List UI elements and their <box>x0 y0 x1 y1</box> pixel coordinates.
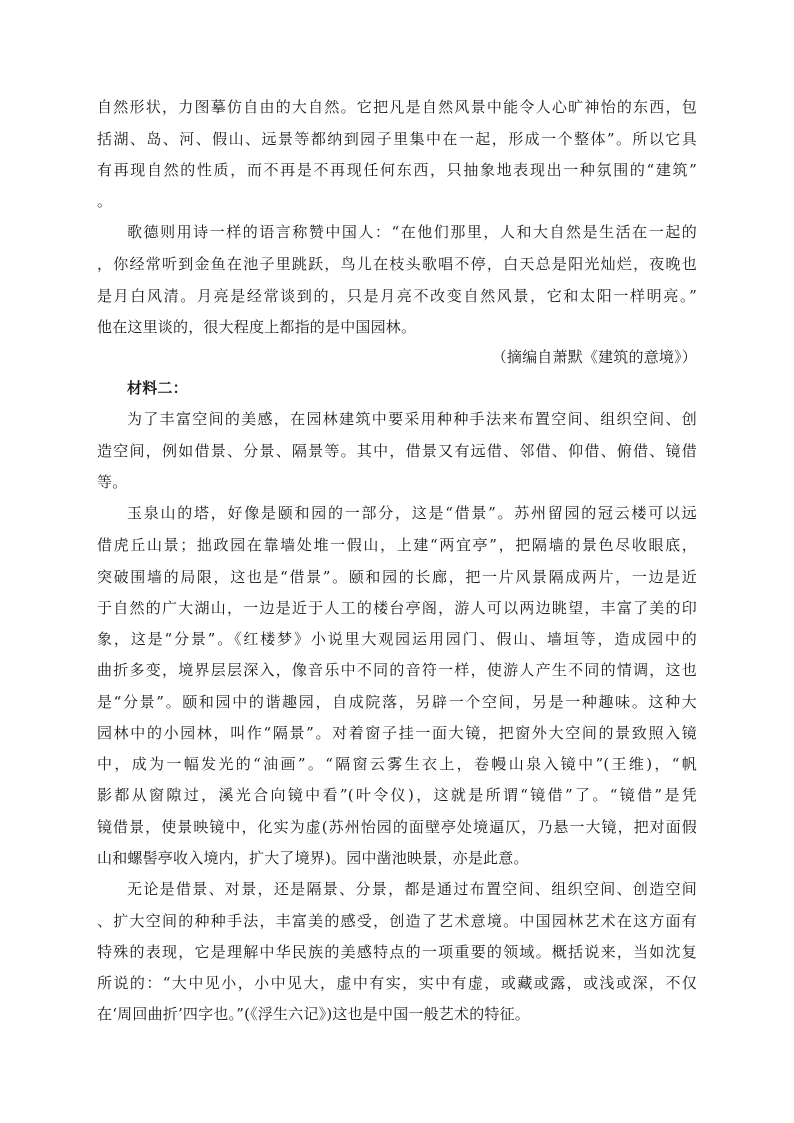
paragraph-line: 玉泉山的塔，好像是颐和园的一部分，这是“借景”。苏州留园的冠云楼可以远 <box>127 504 697 522</box>
source-citation: （摘编自萧默《建筑的意境》） <box>491 348 697 366</box>
paragraph-line: 。 <box>97 192 113 210</box>
paragraph-line: 曲折多变，境界层层深入，像音乐中不同的音符一样，使游人产生不同的情调，这也 <box>97 661 697 679</box>
paragraph-line: 园林中的小园林，叫作“隔景”。对着窗子挂一面大镜，把窗外大空间的景致照入镜 <box>97 724 697 742</box>
paragraph-line: 自然形状，力图摹仿自由的大自然。它把凡是自然风景中能令人心旷神怡的东西，包 <box>97 98 697 116</box>
paragraph-line: 象，这是“分景”。《红楼梦》小说里大观园运用园门、假山、墙垣等，造成园中的 <box>97 630 697 648</box>
section-heading: 材料二： <box>127 379 188 397</box>
paragraph-line: 山和螺髻亭收入境内，扩大了境界)。园中凿池映景，亦是此意。 <box>97 849 529 867</box>
paragraph-line: 造空间，例如借景、分景、隔景等。其中，借景又有远借、邻借、仰借、俯借、镜借 <box>97 442 697 460</box>
paragraph-line: 中，成为一幅发光的“油画”。“隔窗云雾生衣上，卷幔山泉入镜中”(王维)，“帆 <box>97 755 697 773</box>
paragraph-line: 歌德则用诗一样的语言称赞中国人：“在他们那里，人和大自然是生活在一起的 <box>127 223 697 241</box>
paragraph-line: ，你经常听到金鱼在池子里跳跃，鸟儿在枝头歌唱不停，白天总是阳光灿烂，夜晚也 <box>97 255 697 273</box>
paragraph-line: 为了丰富空间的美感，在园林建筑中要采用种种手法来布置空间、组织空间、创 <box>127 410 697 428</box>
paragraph-line: 影都从窗隙过，溪光合向镜中看”(叶令仪)，这就是所谓“镜借”了。“镜借”是凭 <box>97 786 697 804</box>
paragraph-line: 他在这里谈的，很大程度上都指的是中国园林。 <box>97 318 417 336</box>
paragraph-line: 特殊的表现，它是理解中华民族的美感特点的一项重要的领域。概括说来，当如沈复 <box>97 943 697 961</box>
paragraph-line: 所说的：“大中见小，小中见大，虚中有实，实中有虚，或藏或露，或浅或深，不仅 <box>97 974 697 992</box>
paragraph-line: 突破围墙的局限，这也是“借景”。颐和园的长廊，把一片风景隔成两片，一边是近 <box>97 568 697 586</box>
paragraph-line: 是“分景”。颐和园中的谐趣园，自成院落，另辟一个空间，另是一种趣味。这种大 <box>97 693 697 711</box>
paragraph-line: 于自然的广大湖山，一边是近于人工的楼台亭阁，游人可以两边眺望，丰富了美的印 <box>97 599 697 617</box>
paragraph-line: 无论是借景、对景，还是隔景、分景，都是通过布置空间、组织空间、创造空间 <box>127 880 697 898</box>
paragraph-line: 括湖、岛、河、假山、远景等都纳到园子里集中在一起，形成一个整体”。所以它具 <box>97 130 697 148</box>
paragraph-line: 在‘周回曲折’四字也。”(《浮生六记》)这也是中国一般艺术的特征。 <box>97 1005 531 1023</box>
paragraph-line: 等。 <box>97 473 128 491</box>
paragraph-line: 是月白风清。月亮是经常谈到的，只是月亮不改变自然风景，它和太阳一样明亮。” <box>97 287 697 305</box>
paragraph-line: 有再现自然的性质，而不再是不再现任何东西，只抽象地表现出一种氛围的“建筑” <box>97 161 697 179</box>
paragraph-line: 、扩大空间的种种手法，丰富美的感受，创造了艺术意境。中国园林艺术在这方面有 <box>97 912 697 930</box>
paragraph-line: 镜借景，使景映镜中，化实为虚(苏州怡园的面壁亭处境逼仄，乃悬一大镜，把对面假 <box>97 818 697 836</box>
paragraph-line: 借虎丘山景；拙政园在靠墙处堆一假山，上建“两宜亭”，把隔墙的景色尽收眼底， <box>97 536 697 554</box>
